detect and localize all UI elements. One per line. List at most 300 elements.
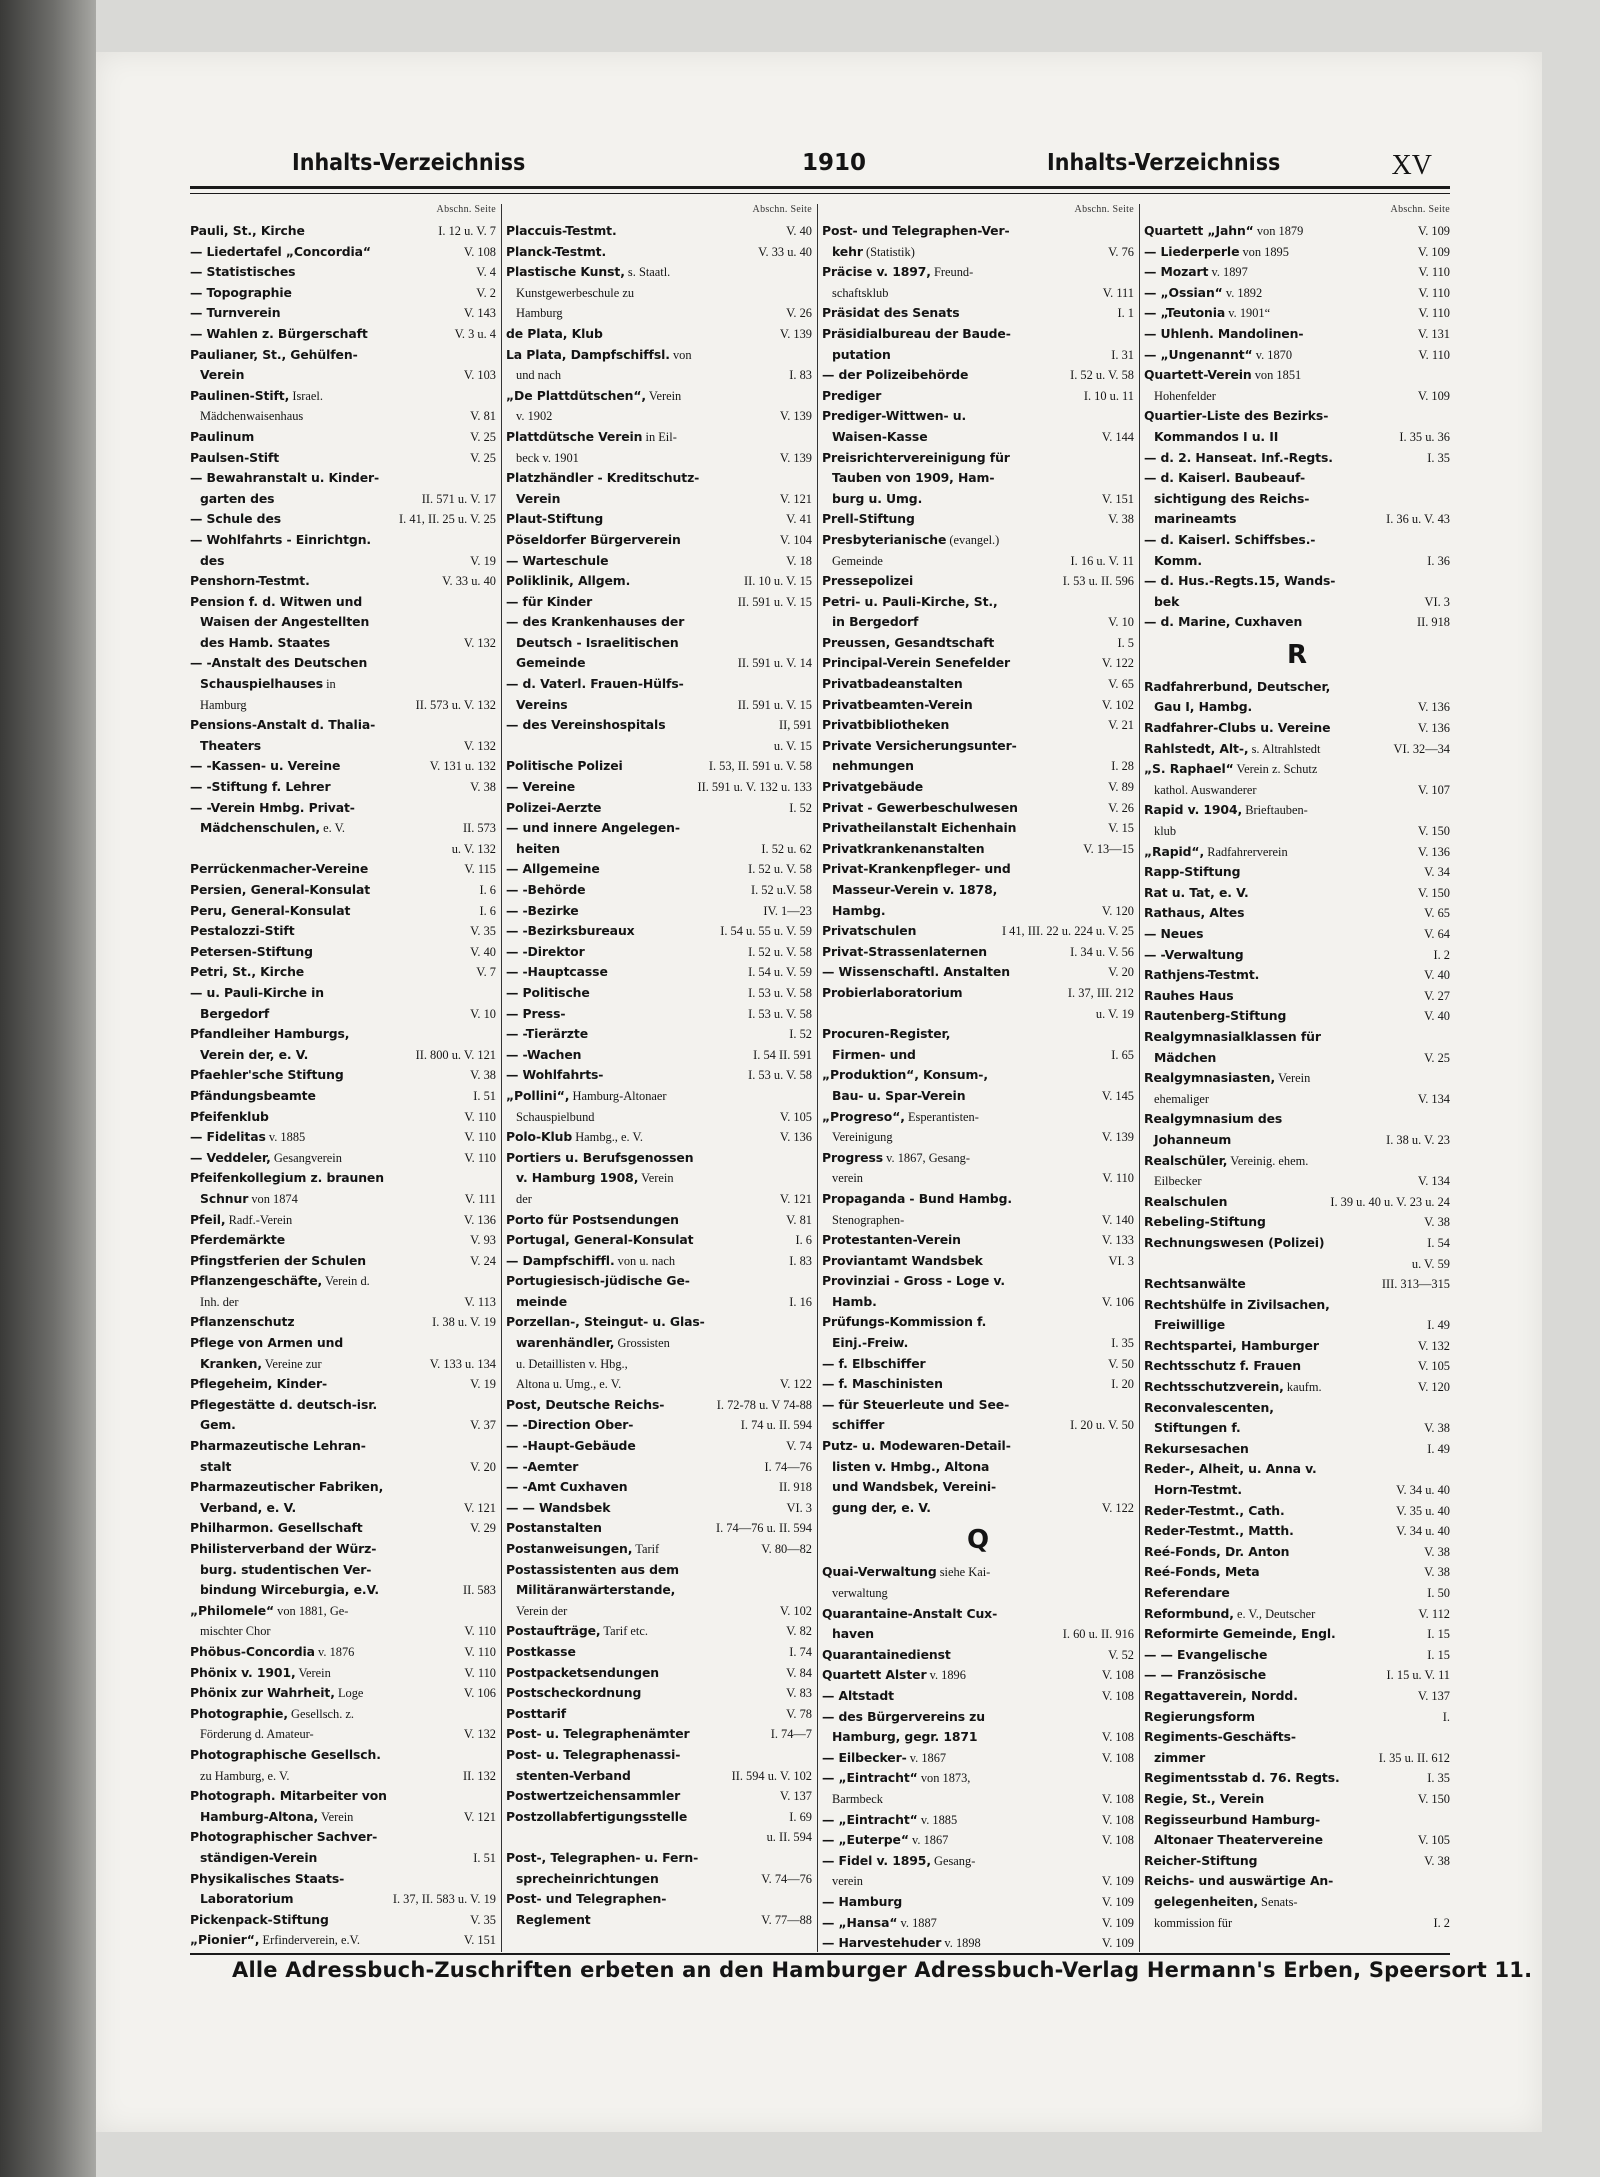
entry-keyword: Realgymnasialklassen für <box>1144 1028 1321 1044</box>
index-entry <box>822 1374 1134 1395</box>
entry-page-reference: V. 110 <box>1102 1171 1134 1186</box>
index-entry <box>190 880 496 901</box>
index-entry <box>1144 1459 1450 1480</box>
entry-title <box>190 530 496 551</box>
entry-page-reference: V. 105 <box>1417 1833 1450 1848</box>
entry-title <box>1144 1686 1414 1707</box>
index-entry <box>190 1848 496 1869</box>
index-entry <box>506 448 812 469</box>
entry-title <box>822 1624 1059 1645</box>
entry-title <box>1144 1068 1450 1089</box>
entry-page-reference: I. 2 <box>1433 947 1450 962</box>
entry-title <box>1144 986 1420 1007</box>
index-entry <box>190 901 496 922</box>
entry-page-reference: I. 36 u. V. 43 <box>1386 512 1450 527</box>
entry-title <box>1144 1810 1450 1831</box>
entry-note: Hohenfelder <box>1154 388 1216 403</box>
entry-title <box>190 489 418 510</box>
entry-title <box>822 983 1064 1004</box>
index-entry <box>190 777 496 798</box>
entry-page-reference: V. 20 <box>470 1459 496 1474</box>
entry-keyword: — — Evangelische <box>1144 1646 1268 1662</box>
index-entry <box>822 715 1134 736</box>
entry-keyword: Realschüler, <box>1144 1152 1228 1168</box>
entry-note: der <box>516 1191 532 1206</box>
entry-title <box>822 1107 1134 1128</box>
entry-page-reference: V. 122 <box>1101 1500 1134 1515</box>
entry-keyword: — Warteschule <box>506 552 609 568</box>
entry-keyword: Rebeling-Stiftung <box>1144 1214 1266 1230</box>
entry-title <box>506 242 754 263</box>
entry-page-reference: V. 50 <box>1108 1356 1134 1371</box>
index-entry <box>1144 677 1450 698</box>
entry-page-reference: I. 28 <box>1111 759 1134 774</box>
index-entry <box>1144 697 1450 718</box>
entry-note: von 1851 <box>1251 368 1302 383</box>
entry-note: Inh. der <box>200 1294 239 1309</box>
entry-keyword: — Bewahranstalt u. Kinder- <box>190 470 380 486</box>
entry-page-reference: V. 143 <box>463 306 496 321</box>
entry-keyword: Pensions-Anstalt d. Thalia- <box>190 717 376 733</box>
index-entry <box>822 798 1134 819</box>
entry-keyword: Quartier-Liste des Bezirks- <box>1144 408 1329 424</box>
index-entry <box>1144 509 1450 530</box>
entry-page-reference: V. 112 <box>1418 1606 1450 1621</box>
entry-title <box>506 1683 782 1704</box>
entry-page-reference: V. 29 <box>470 1521 496 1536</box>
entry-title <box>822 242 1104 263</box>
entry-keyword: — Liedertafel „Concordia“ <box>190 243 371 259</box>
entry-title <box>506 468 812 489</box>
entry-note: beck v. 1901 <box>516 450 579 465</box>
index-entry <box>506 674 812 695</box>
entry-keyword: Porzellan-, Steingut- u. Glas- <box>506 1314 705 1330</box>
entry-page-reference: V. 108 <box>1101 1730 1134 1745</box>
index-entry <box>822 1789 1134 1810</box>
entry-title <box>506 1477 775 1498</box>
index-entry <box>822 880 1134 901</box>
index-entry <box>190 1580 496 1601</box>
entry-page-reference: V. 110 <box>464 1130 496 1145</box>
entry-note: Israel. <box>289 388 323 403</box>
index-entry <box>506 818 812 839</box>
entry-title <box>1144 1748 1375 1769</box>
entry-keyword: Stiftungen f. <box>1154 1420 1241 1436</box>
entry-keyword: sprecheinrichtungen <box>516 1870 659 1886</box>
entry-keyword: — „Hansa“ <box>822 1914 898 1930</box>
entry-title <box>822 509 1104 530</box>
entry-keyword: Reder-Testmt., Cath. <box>1144 1502 1285 1518</box>
index-entry <box>506 1086 812 1107</box>
index-entry <box>190 365 496 386</box>
entry-title <box>506 1065 744 1086</box>
index-entry <box>506 612 812 633</box>
entry-title <box>506 1024 785 1045</box>
section-letter: R <box>1286 639 1308 670</box>
entry-note: ehemaliger <box>1154 1091 1210 1106</box>
entry-page-reference: I. 39 u. 40 u. V. 23 u. 24 <box>1330 1194 1450 1209</box>
entry-page-reference: V. 74 <box>786 1439 812 1454</box>
entry-title <box>506 921 716 942</box>
entry-keyword: — Press- <box>506 1005 566 1021</box>
index-entry <box>190 1786 496 1807</box>
entry-title <box>190 1210 460 1231</box>
index-entry <box>190 1415 496 1436</box>
index-entry <box>822 1686 1134 1707</box>
entry-page-reference: I. 83 <box>789 368 812 383</box>
entry-keyword: Perrückenmacher-Vereine <box>190 861 369 877</box>
entry-note: schaftsklub <box>832 285 889 300</box>
entry-keyword: sichtigung des Reichs- <box>1154 490 1310 506</box>
entry-keyword: Laboratorium <box>200 1891 294 1907</box>
entry-title <box>190 1312 428 1333</box>
entry-title <box>1144 1913 1429 1934</box>
entry-page-reference: II. 573 u. V. 132 <box>415 697 496 712</box>
entry-keyword: Post- und Telegraphen-Ver- <box>822 223 1010 238</box>
index-entry <box>506 324 812 345</box>
entry-page-reference: V. 108 <box>1101 1750 1134 1765</box>
index-entry <box>190 1189 496 1210</box>
entry-keyword: — Politische <box>506 984 590 1000</box>
entry-title <box>506 1786 776 1807</box>
entry-page-reference: I. 37, II. 583 u. V. 19 <box>392 1892 496 1907</box>
index-entry <box>822 386 1134 407</box>
entry-page-reference: V. 108 <box>1101 1791 1134 1806</box>
index-entry <box>190 551 496 572</box>
entry-page-reference: V. 4 <box>476 265 496 280</box>
entry-page-reference: u. V. 59 <box>1411 1256 1450 1271</box>
entry-title <box>190 324 451 345</box>
entry-keyword: Hambg. <box>832 902 886 918</box>
page-number: XV <box>1391 150 1432 181</box>
entry-keyword: — der Polizeibehörde <box>822 367 969 383</box>
entry-page-reference: I. 6 <box>795 1233 812 1248</box>
entry-keyword: Postaufträge, <box>506 1623 601 1639</box>
entry-keyword: — -Wachen <box>506 1046 582 1062</box>
entry-keyword: Photograph. Mitarbeiter von <box>190 1788 387 1804</box>
entry-page-reference: II. 591 u. V. 14 <box>737 656 812 671</box>
entry-page-reference: III. 313—315 <box>1381 1277 1450 1292</box>
entry-title <box>822 303 1113 324</box>
entry-title <box>190 1663 460 1684</box>
entry-title <box>190 695 412 716</box>
entry-keyword: Platzhändler - Kreditschutz- <box>506 470 700 486</box>
entry-title <box>506 1127 776 1148</box>
index-entry <box>190 1642 496 1663</box>
entry-keyword: Rechnungswesen (Polizei) <box>1144 1234 1325 1250</box>
entry-keyword: Persien, General-Konsulat <box>190 882 371 897</box>
index-entry <box>1144 1356 1450 1377</box>
entry-page-reference: V. 136 <box>1417 700 1450 715</box>
entry-title <box>190 1086 469 1107</box>
entry-title <box>190 653 496 674</box>
entry-page-reference: II, 591 <box>778 718 812 733</box>
entry-keyword: Portugiesisch-jüdische Ge- <box>506 1273 690 1289</box>
entry-page-reference: V. 109 <box>1417 244 1450 259</box>
entry-keyword: — Wohlfahrts - Einrichtgn. <box>190 531 372 547</box>
index-entry <box>506 1889 812 1910</box>
entry-title <box>190 1539 496 1560</box>
index-entry <box>822 1727 1134 1748</box>
entry-page-reference: V. 27 <box>1424 988 1450 1003</box>
index-entry <box>1144 1604 1450 1625</box>
entry-title <box>1144 1171 1414 1192</box>
entry-title <box>506 818 812 839</box>
entry-note: Schauspielbund <box>516 1109 595 1124</box>
index-entry <box>1144 1562 1450 1583</box>
index-entry <box>190 1230 496 1251</box>
entry-note: Eilbecker <box>1154 1174 1202 1189</box>
index-entry <box>506 962 812 983</box>
entry-page-reference: V. 38 <box>1424 1853 1450 1868</box>
entry-keyword: Quartett „Jahn“ <box>1144 223 1254 238</box>
entry-keyword: Privatschulen <box>822 923 917 939</box>
entry-keyword: Verein der, e. V. <box>200 1046 309 1062</box>
index-entry <box>190 674 496 695</box>
index-entry <box>506 1745 812 1766</box>
index-entry <box>190 1869 496 1890</box>
entry-page-reference: V. 34 u. 40 <box>1396 1483 1450 1498</box>
entry-keyword: Postpacketsendungen <box>506 1664 660 1680</box>
entry-page-reference: V. 82 <box>786 1624 812 1639</box>
entry-page-reference: V. 139 <box>1101 1130 1134 1145</box>
index-column-1 <box>190 204 496 1952</box>
entry-keyword: Realgymnasiasten, <box>1144 1070 1276 1086</box>
index-entry <box>190 1477 496 1498</box>
entry-title <box>506 1457 761 1478</box>
entry-keyword: Pfeifenkollegium z. braunen <box>190 1170 384 1186</box>
index-entry <box>190 942 496 963</box>
entry-title <box>1144 551 1423 572</box>
entry-keyword: Privatbeamten-Verein <box>822 696 973 712</box>
entry-page-reference: u. V. 15 <box>773 738 812 753</box>
entry-page-reference: V. 137 <box>779 1789 812 1804</box>
entry-title <box>506 633 812 654</box>
index-entry <box>1144 303 1450 324</box>
index-entry <box>190 1045 496 1066</box>
entry-page-reference: V. 133 u. 134 <box>429 1356 496 1371</box>
entry-title <box>190 612 496 633</box>
index-entry <box>822 736 1134 757</box>
entry-keyword: Post- und Telegraphen- <box>506 1891 667 1907</box>
entry-note: Kunstgewerbeschule zu <box>516 285 635 300</box>
index-entry <box>822 674 1134 695</box>
entry-keyword: Porto für Postsendungen <box>506 1211 679 1227</box>
entry-note: verwaltung <box>832 1586 888 1600</box>
entry-page-reference: I. 35 u. 36 <box>1399 429 1450 444</box>
entry-page-reference: V. 81 <box>786 1212 812 1227</box>
entry-keyword: Rautenberg-Stiftung <box>1144 1008 1287 1024</box>
entry-note: e. V., Deutscher <box>1233 1606 1316 1621</box>
entry-keyword: — -Behörde <box>506 882 586 897</box>
entry-keyword: Bergedorf <box>200 1005 270 1021</box>
entry-note: v. 1898 <box>941 1936 981 1951</box>
entry-note: Tarif <box>632 1542 660 1556</box>
entry-page-reference: I. 34 u. V. 56 <box>1070 944 1134 959</box>
entry-title <box>190 921 466 942</box>
index-entry <box>822 427 1134 448</box>
entry-keyword: — „Eintracht“ <box>822 1770 918 1786</box>
entry-keyword: Vereins <box>516 696 568 712</box>
entry-title <box>190 592 496 613</box>
index-entry <box>1144 1068 1450 1089</box>
entry-title <box>190 1333 496 1354</box>
index-entry <box>190 1127 496 1148</box>
entry-note: Gesellsch. z. <box>287 1706 355 1721</box>
entry-page-reference: VI. 3 <box>1424 594 1450 609</box>
entry-keyword: bindung Wirceburgia, e.V. <box>200 1582 380 1598</box>
entry-page-reference: V. 109 <box>1101 1874 1134 1889</box>
entry-page-reference: V. 102 <box>779 1603 812 1618</box>
entry-note: von 1881, Ge- <box>274 1603 349 1618</box>
entry-page-reference: I 41, III. 22 u. 224 u. V. 25 <box>1001 924 1134 939</box>
entry-keyword: La Plata, Dampfschiffsl. <box>506 346 670 362</box>
index-entry <box>190 962 496 983</box>
entry-title <box>1144 283 1414 304</box>
index-entry <box>1144 842 1450 863</box>
entry-keyword: „S. Raphael“ <box>1144 761 1234 777</box>
entry-keyword: Reformbund, <box>1144 1605 1234 1621</box>
entry-keyword: — -Verein Hmbg. Privat- <box>190 799 355 815</box>
index-entry <box>822 839 1134 860</box>
entry-page-reference: V. 35 <box>470 1912 496 1927</box>
entry-title <box>506 1415 737 1436</box>
entry-keyword: Kommandos I u. II <box>1154 428 1279 444</box>
entry-page-reference: I. 52 <box>789 1027 812 1042</box>
entry-title <box>822 1374 1107 1395</box>
entry-title <box>822 365 1066 386</box>
entry-page-reference: V. 110 <box>1418 265 1450 280</box>
entry-title <box>506 736 770 757</box>
entry-title <box>506 448 776 469</box>
entry-page-reference: V. 121 <box>779 1191 812 1206</box>
entry-note: und nach <box>516 368 562 383</box>
entry-page-reference: V. 139 <box>779 409 812 424</box>
index-entry <box>190 386 496 407</box>
entry-title <box>190 571 438 592</box>
entry-page-reference: I. 65 <box>1111 1047 1134 1062</box>
entry-title <box>506 592 734 613</box>
index-entry <box>190 1168 496 1189</box>
index-entry <box>822 242 1134 263</box>
entry-page-reference: V. 40 <box>786 224 812 238</box>
header-left-title: Inhalts-Verzeichniss <box>292 150 526 176</box>
entry-keyword: kehr <box>832 243 863 259</box>
entry-keyword: Polo-Klub <box>506 1129 573 1145</box>
index-entry <box>1144 965 1450 986</box>
index-entry <box>822 1045 1134 1066</box>
entry-keyword: Reder-, Alheit, u. Anna v. <box>1144 1461 1317 1477</box>
index-entry <box>1144 1583 1450 1604</box>
entry-page-reference: V. 115 <box>464 862 496 877</box>
index-entry <box>190 1374 496 1395</box>
entry-page-reference: I. 69 <box>789 1809 812 1824</box>
entry-page-reference: I. 53 u. V. 58 <box>748 1068 812 1083</box>
entry-title <box>190 221 434 242</box>
entry-title <box>506 283 812 304</box>
index-entry <box>822 1562 1134 1583</box>
entry-title <box>1144 1768 1423 1789</box>
index-entry <box>822 1251 1134 1272</box>
index-entry <box>506 1107 812 1128</box>
entry-title <box>1144 883 1414 904</box>
entry-note: v. 1876 <box>314 1644 355 1659</box>
entry-keyword: „Pollini“, <box>506 1087 570 1103</box>
index-entry <box>1144 1233 1450 1254</box>
entry-keyword: Pflanzengeschäfte, <box>190 1273 323 1289</box>
entry-title <box>506 1724 767 1745</box>
entry-keyword: in Bergedorf <box>832 614 919 630</box>
entry-page-reference: V. 65 <box>1108 677 1134 692</box>
entry-page-reference: V. 24 <box>470 1253 496 1268</box>
entry-page-reference: I. 49 <box>1427 1441 1450 1456</box>
entry-title <box>506 942 744 963</box>
entry-title <box>1144 842 1414 863</box>
entry-keyword: Portugal, General-Konsulat <box>506 1232 694 1248</box>
index-entry <box>822 1851 1134 1872</box>
entry-title <box>506 1312 812 1333</box>
index-entry <box>506 1786 812 1807</box>
index-entry <box>822 1107 1134 1128</box>
entry-keyword: Petersen-Stiftung <box>190 943 313 959</box>
entry-keyword: „Pionier“, <box>190 1932 260 1948</box>
index-entry <box>190 1889 496 1910</box>
entry-page-reference: I. 53 u. II. 596 <box>1062 574 1134 589</box>
entry-page-reference: V. 110 <box>464 1644 496 1659</box>
index-entry <box>1144 1624 1450 1645</box>
index-entry <box>190 1271 496 1292</box>
entry-keyword: Principal-Verein Senefelder <box>822 655 1011 671</box>
entry-keyword: Deutsch - Israelitischen <box>516 634 679 650</box>
entry-page-reference: V. 140 <box>1101 1212 1134 1227</box>
entry-keyword: Phöbus-Concordia <box>190 1643 315 1659</box>
entry-note: kommission für <box>1154 1915 1233 1930</box>
entry-page-reference: V. 110 <box>1418 347 1450 362</box>
index-entry <box>506 1312 812 1333</box>
entry-title <box>822 1148 1134 1169</box>
entry-keyword: Postscheckordnung <box>506 1685 642 1701</box>
index-entry <box>506 1230 812 1251</box>
entry-title <box>506 1745 812 1766</box>
entry-title <box>822 1189 1134 1210</box>
index-entry <box>1144 1109 1450 1130</box>
entry-keyword: Gau I, Hambg. <box>1154 699 1253 715</box>
entry-keyword: Privatgebäude <box>822 779 924 795</box>
index-entry <box>822 1168 1134 1189</box>
entry-title <box>506 386 812 407</box>
entry-keyword: Propaganda - Bund Hambg. <box>822 1190 1012 1206</box>
entry-keyword: Privatheilanstalt Eichenhain <box>822 820 1017 836</box>
entry-keyword: Reconvalescenten, <box>1144 1399 1274 1415</box>
index-entry <box>506 1518 812 1539</box>
entry-title <box>190 1189 461 1210</box>
entry-title <box>506 303 782 324</box>
index-entry <box>506 303 812 324</box>
entry-title <box>190 1518 466 1539</box>
entry-title <box>506 324 776 345</box>
entry-title <box>822 859 1134 880</box>
entry-keyword: Freiwillige <box>1154 1317 1226 1333</box>
index-entry <box>822 1913 1134 1934</box>
index-entry <box>506 262 812 283</box>
entry-title <box>822 1127 1098 1148</box>
entry-note: mischter Chor <box>200 1624 271 1639</box>
index-entry <box>190 633 496 654</box>
entry-title <box>1144 965 1420 986</box>
footer-notice: Alle Adressbuch-Zuschriften erbeten an den Hamburger Adressbuch-Verlag Hermann's Erben, Speersort 11. <box>232 1958 1533 1982</box>
index-entry <box>822 1415 1134 1436</box>
entry-page-reference: V. 35 u. 40 <box>1396 1503 1450 1518</box>
